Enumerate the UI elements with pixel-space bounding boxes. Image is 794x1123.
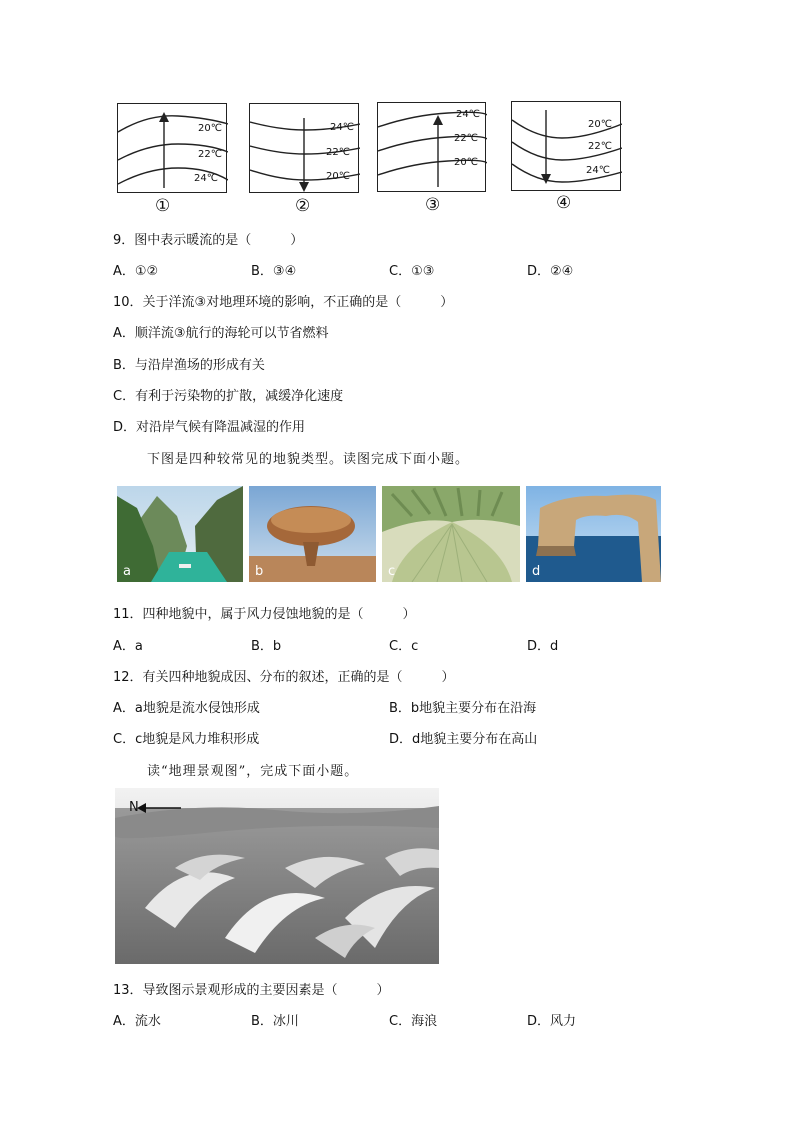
isotherm-label: 20℃	[454, 157, 478, 168]
diagram-caption: ②	[295, 196, 311, 216]
isotherm-label: 22℃	[326, 147, 350, 158]
q12-option-a[interactable]: A．a地貌是流水侵蚀形成	[113, 701, 260, 716]
isotherm-label: 24℃	[194, 173, 218, 184]
q9-option-b[interactable]: B．③④	[251, 264, 297, 279]
q12-option-d[interactable]: D．d地貌主要分布在高山	[389, 732, 538, 747]
question-12-stem: 12．有关四种地貌成因、分布的叙述，正确的是（ ）	[113, 670, 455, 685]
photo-label: c	[388, 564, 396, 579]
landform-photo-b	[249, 486, 376, 582]
ocean-current-diagram-3	[377, 102, 486, 192]
q12-option-c[interactable]: C．c地貌是风力堆积形成	[113, 732, 260, 747]
q11-option-c[interactable]: C．c	[389, 639, 419, 654]
ocean-current-diagram-2	[249, 103, 359, 193]
ocean-current-diagram-4	[511, 101, 621, 191]
ocean-current-diagram-1	[117, 103, 227, 193]
question-13-stem: 13．导致图示景观形成的主要因素是（ ）	[113, 983, 390, 998]
isotherm-label: 22℃	[588, 141, 612, 152]
q11-option-a[interactable]: A．a	[113, 639, 143, 654]
q9-option-d[interactable]: D．②④	[527, 264, 574, 279]
diagram-caption: ④	[556, 193, 572, 213]
isotherm-label: 24℃	[456, 109, 480, 120]
q13-option-b[interactable]: B．冰川	[251, 1014, 299, 1029]
q9-option-c[interactable]: C．①③	[389, 264, 435, 279]
question-11-stem: 11．四种地貌中，属于风力侵蚀地貌的是（ ）	[113, 607, 416, 622]
landform-photo-a	[117, 486, 243, 582]
photo-label: d	[532, 564, 541, 579]
question-9-stem: 9．图中表示暖流的是（ ）	[113, 233, 304, 248]
q10-option-b[interactable]: B．与沿岸渔场的形成有关	[113, 358, 265, 373]
alluvial-fan-image	[382, 486, 520, 582]
isotherm-label: 20℃	[326, 171, 350, 182]
sand-dune-photo	[115, 788, 439, 964]
landform-photo-d	[526, 486, 661, 582]
question-10-stem: 10．关于洋流③对地理环境的影响，不正确的是（ ）	[113, 295, 454, 310]
landform-photo-c	[382, 486, 520, 582]
q11-option-d[interactable]: D．d	[527, 639, 559, 654]
sea-arch-image	[526, 486, 661, 582]
section-intro-landscape: 读“地理景观图”，完成下面小题。	[147, 764, 359, 779]
photo-label: b	[255, 564, 264, 579]
photo-label: a	[123, 564, 131, 579]
north-label: N	[129, 800, 139, 815]
section-intro-landforms: 下图是四种较常见的地貌类型。读图完成下面小题。	[147, 452, 470, 467]
mushroom-rock-image	[249, 486, 376, 582]
q10-option-a[interactable]: A．顺洋流③航行的海轮可以节省燃料	[113, 326, 329, 341]
isotherm-label: 24℃	[586, 165, 610, 176]
q11-option-b[interactable]: B．b	[251, 639, 282, 654]
arrow-down-icon	[299, 182, 309, 192]
q10-option-c[interactable]: C．有利于污染物的扩散，减缓净化速度	[113, 389, 344, 404]
isotherm-label: 24℃	[330, 122, 354, 133]
q13-option-c[interactable]: C．海浪	[389, 1014, 438, 1029]
q9-option-a[interactable]: A．①②	[113, 264, 159, 279]
sand-dune-image	[115, 788, 439, 964]
q10-option-d[interactable]: D．对沿岸气候有降温减湿的作用	[113, 420, 306, 435]
canyon-river-image	[117, 486, 243, 582]
q12-option-b[interactable]: B．b地貌主要分布在沿海	[389, 701, 537, 716]
q13-option-a[interactable]: A．流水	[113, 1014, 161, 1029]
diagram-caption: ①	[155, 196, 171, 216]
isotherm-label: 22℃	[454, 133, 478, 144]
isotherm-label: 20℃	[588, 119, 612, 130]
q13-option-d[interactable]: D．风力	[527, 1014, 577, 1029]
isotherm-label: 20℃	[198, 123, 222, 134]
isotherm-label: 22℃	[198, 149, 222, 160]
arrow-up-icon	[433, 115, 443, 125]
diagram-caption: ③	[425, 195, 441, 215]
